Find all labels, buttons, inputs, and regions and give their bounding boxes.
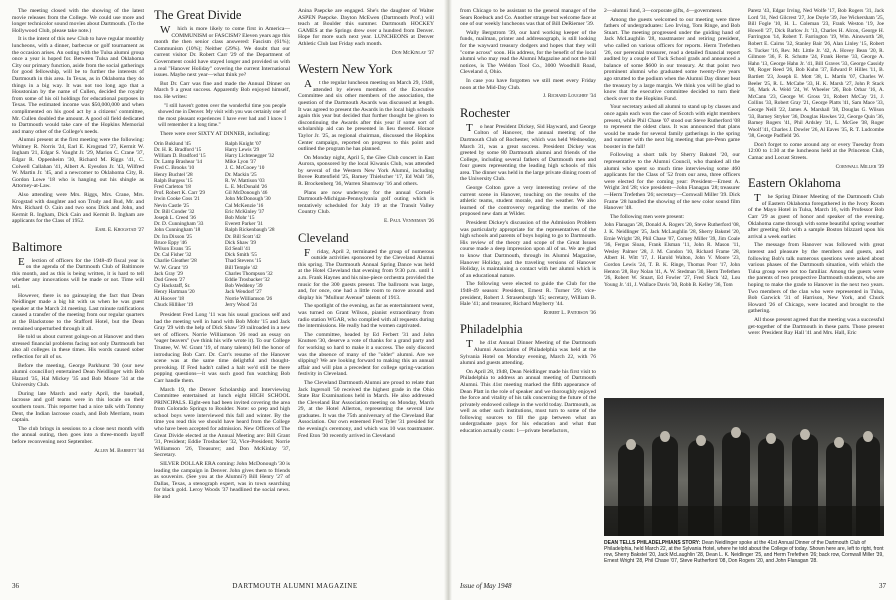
paragraph: Before the meeting, George Parkhurst '30 (our new alumni councillor) entertained Dean Neidlinger with Bob Hazard '35, Hal Mickey '35 and Bob Moore '34 at the University Club. <box>12 362 144 389</box>
right-column-2 <box>604 8 740 394</box>
attendee-name: Dr. Lamp Brashear '14 <box>154 159 203 166</box>
paragraph: The club brings in sessions to a close next month with the annual outing, then goes into a three-month layoff before reconvening next September. <box>12 425 144 446</box>
page-number: 36 <box>12 582 19 590</box>
attendee-name: Dr. H. R. Bradford '15 <box>154 146 202 153</box>
caption-text: Dean Neidlinger spoke at the 41st Annual Dinner of the Dartmouth Club of Philadelphia, held March 22, at the Sylvania Hotel, where he told about the College of today. Shown here are, left to right, front row, Sherry Bakstel '20, Jack McLaughlin '28, Dean L. K. Neidlinger '25, and Herm Trefethen '26; back row, Cornwall Miller '39, Ernest Wright '28, Phil Chase '07, Steve Rutherford '08, Don Rogers '20, and John Flanagan '28. <box>604 540 884 564</box>
left-column-2 <box>154 8 290 568</box>
paragraph: The spotlight of the evening, as far as entertainment went, was turned on Grant Wilson, pianist extraordinary from radio station WGAR, who complied with all requests during the intermissions. He really had the women captivated. <box>298 303 434 330</box>
paragraph: Anina Paepcke are engaged. She's the daughter of Walter ASPEN Paepcke. Dayton McEwen (Dartmouth Prof.) will teach at Boulder this summer. Dartmouth HOCKEY GAMES at the Springs drew over a hundred from Denver. Hope for more such next year. LUNCHEONS at Denver Athletic Club last Friday each month. <box>298 8 434 47</box>
left-column-1 <box>12 8 144 568</box>
attendee-name: Bill Temple '42 <box>225 264 258 271</box>
attendee-name: Nevin Castle '25 <box>154 202 190 209</box>
paragraph: The committee, headed by Ed Ferbert '31 and John Knutsen '30, deserve a vote of thanks for a grand party and for working so hard to make it a success. The only discord was the absence of many of the "older" alumni. Are we slipping? We are looking forward to making this an annual affair and will plan a precedent for college spring-vacation festivity in Cleveland. <box>298 331 434 378</box>
byline: Earl E. Krogstad '27 <box>95 227 144 233</box>
byline: Don McKinlay '37 <box>391 49 434 56</box>
paragraph: The following were elected to guide the Club for the 1948-49 season: President, Ernest R. Turner '29; vice-president, Robert J. Strasenburgh '45; secretary, William B. Hale '41; and treasurer, Richard Mayberry '44. <box>460 281 596 308</box>
attendee-name: J. C. McCooey '10 <box>225 165 265 172</box>
paragraph: During late March and early April, the baseball, lacrosse and golf teams were in this locale on their southern tours. This reporter had a nice talk with Tommy Dent, the Indian lacrosse coach, and Bob Merriam, team captain. <box>12 390 144 424</box>
paragraph: The message from Hanover was followed with great interest and pleasure by the members and guests, and following Bob's talk numerous questions were asked about various phases of the Dartmouth situation, with which the Tulsa group were not too familiar. Among the guests were the parents of two prospective Dartmouth students, who are hoping to make the grade to Hanover in the next two years. Two members of the clan who were represented in Tulsa, Bob Garwick '31 of Harrison, New York, and Chuck Howard '26 of Chicago, were located and brought to the gathering. <box>748 242 884 315</box>
attendee-list: Paretz '43, Edgar Irving, Ned Wolfe '17, Bob Rogers '31, Jack Lord '31, Ned Gilcrest '27, Joe Doyle '39, Joe Wickersham '25, Bill Fogle '10, H. L. Coleman '23, Frank Weston '19, Joe Howell '27, Dick Barlow Jr. '13, Charles H. Alcon, George H. Farrington '14, Robert T. Farrington '19, Wm. Ainsworth '28, Robert E. Cairns '32, Stanley Bair '26, Alan Linley '15, Robert S. Tucker '16, Rev. Mr. Little Jr. '42, A. Hovey Bean '20, R. Gilmore '36, F. R. Schutte '24, Frank Herne '33, George A. Hahn '13, George Hahn Jr. '41, Bill Graves '33, George Cassidy '08, Roger Reed '26, Bob Kuhn '37, Edward P. Hilles '11, B. Bartlett '23, Joseph E. Mott '38, L. Martin '07, Charles W. Beeler '25, R. L. McCabe '33, H. K. Marsh '27, John P. Stack '36, Mark A. Weld '24, W. Wheeler '26, Bob Orbar '16, A. McCann '23, George W. Gross '21, Robert McCay '21, J. Collins '33, Robert Gray '21, George Platts '41, Sam Mace '33, George Neill '22, James A. Marshall '38, Douglas G. Wilson '33, Barney Stryker '36, Douglas Hawkes '22, George Quin '36, Barney Rogers '41, Phil Ardsley '31, L. McGee '38, Roger Woolf '41, Charles J. Dowler '26, Al Eaves '35, R. T. Ludcombe '38, George Padfield '26. <box>748 8 884 140</box>
paragraph: The 41st Annual Dinner Meeting of the Dartmouth Alumni Association of Philadelphia was held at the Sylvania Hotel on Monday evening, March 22, with 76 alumni and guests attending. <box>460 338 596 367</box>
attendee-name: Harry Lewis '29 <box>225 146 260 153</box>
person-head <box>834 437 844 448</box>
paragraph: Also attending were Mrs. Riggs, Mrs. Crane, Mrs. Krogstad with daughter and son Trudy and Bud, Mr. and Mrs. Richard O. Cain and two sons Dick and John, and Kermit R. Ingham, Dick Cain and Kermit B. Ingham are applicants for the Class of 1952. <box>12 192 144 225</box>
person-head <box>731 427 741 438</box>
issue-date: Issue of May 1948 <box>460 582 512 590</box>
section-heading-baltimore: Baltimore <box>12 239 62 254</box>
paragraph: Your secretary asked all alumni to stand up by classes and once again each won the case of Scotch with eight members present, while Phil Chase '07 stood out Steve Rutherford '08 to represent the oldest class. It was announced that plans would be made for several family gatherings in the spring and summer with the next big meeting that pre-Penn game booster in the fall! <box>604 104 740 150</box>
attendee-name: Ralph Burgess '15 <box>154 177 193 184</box>
paragraph: Alumni present at the first meeting were the following: Whitney R. Norris '24, Earl E. Krogstad '27, Kermit W. Ingham '21, Edgar S. Vaught Jr. '29, Marion C. Crane '37, Edgar R. Oppenheim '30, Richard M. Riggs '41, C. Colwell Callahan '41, Albert A. Eyesdon Jr. '43, Wilfred W. Martin Jr. '45, and a newcomer to Oklahoma City, R. Gordon Lowe '18 who is hanging out his shingle as Attorney-at-Law. <box>12 137 144 190</box>
attendee-name: Cy Hackstaff, Sr. <box>154 283 191 290</box>
section-heading-western-new-york: Western New York <box>298 62 393 77</box>
attendee-name: John McDonough '30 <box>225 196 271 203</box>
byline: Robert L. Paterson '36 <box>543 309 596 316</box>
paragraph: Don't forget to come around any or every Tuesday from 12:00 to 1:30 at the luncheons held at the Princeton Club, Camac and Locust Streets. <box>748 141 884 162</box>
attendee-name: Orin Buklund '45 <box>154 140 191 147</box>
page-number: 37 <box>879 582 886 590</box>
attendee-name: Dud Green '27 <box>154 276 185 283</box>
paragraph: SILVER DOLLAR ERA coming: John McDonough '30 is leading the campaign in Denver. John gives them to friends as souvenirs. (See you at the Alumni?) Bill Henry '27 of Dallas, Texas, a stenograph expert, was in town searching for black gold. Leroy Woods '37 headlined the social news. He and <box>154 461 290 501</box>
paragraph: The Cleveland Dartmouth Alumni are proud to relate that Jack Ingersoll '50 received the highest grade in the Ohio State Bar Examinations held in March. He also addressed the Cleveland Bar Association meeting on Monday, March 29, at the Hotel Allerton, representing the several law graduates. It was the 75th anniversary of the Cleveland Bar Association. Our own esteemed Fred Tyler '31 presided for the evening's ceremony, and which was 10 was toastmaster. Fred Eton '30 recently arrived in Cleveland <box>298 379 434 439</box>
person-head <box>766 433 776 444</box>
right-column-1 <box>460 8 596 568</box>
attendee-name: Jack Wendorf '27 <box>225 289 262 296</box>
attendee-name: Eddie Trosbacker '32 <box>225 276 270 283</box>
attendee-name: R. W. Mattison '03 <box>225 177 265 184</box>
foreground-row <box>604 506 884 536</box>
attendee-name: Dr. Cal Fisher '32 <box>154 252 192 259</box>
attendee-name: William D. Bradford '15 <box>154 152 206 159</box>
attendee-name: Everett Parker '31 <box>225 221 264 228</box>
attendee-name: Charlie Gleather '28 <box>154 258 197 265</box>
left-column-3 <box>298 8 434 568</box>
attendee-name: Mike Lyon '37 <box>225 159 256 166</box>
attendee-name: Dr. Ira Dixson '25 <box>154 233 193 240</box>
attendee-name: Chuck Hilliker '19 <box>154 301 194 308</box>
attendee-name: Dick Smith '55 <box>225 252 257 259</box>
paragraph: The Spring Dinner Meeting of the Dartmouth Club of Eastern Oklahoma foregathered in the Ivory Room of the Mayo Hotel in Tulsa, March 16, with Professor Bob Carr '29 as guest of honor and speaker of the evening. Oklahoma came through with some beautiful spring weather after greeting Bob with a sample Boston blizzard upon his arrival a week earlier. <box>748 192 884 240</box>
section-heading-philadelphia: Philadelphia <box>460 322 523 337</box>
attendee-name: Henry Hartman '20 <box>154 289 195 296</box>
byline: Allen M. Barrett '44 <box>94 447 144 454</box>
paragraph: It is the intent of this new Club to have regular monthly luncheons, with a dinner, barbecue or golf tournament as the occasion arises. An outing with the Tulsa alumni group once a year is hoped for. Between Tulsa and Oklahoma City our primary function, aside from the social gatherings for good fellowship, will be to further the interests of Dartmouth in this area. In Texas, as in Oklahoma they do things in a big way. It was not too long ago that a Houstonian by the name of Cullen, decided the royalty from some of his oil holdings for educational purposes in Texas. The estimated income was $50,000,000 and when complimented on his good act by a citizens' committee, Mr. Cullen doubled the amount. A good oil field dedicated to Dartmouth would take care of the Hopkins Memorial and many other of the College's needs. <box>12 36 144 135</box>
attendee-name: Charles Thompson '32 <box>225 270 273 277</box>
magazine-title: DARTMOUTH ALUMNI MAGAZINE <box>232 582 358 590</box>
photo-caption <box>604 540 884 564</box>
paragraph: On April 28, 1948, Dean Neidlinger made his first visit to Philadelphia to address an annual meeting of Dartmouth Alumni. This 41st meeting marked the fifth appearance of Dean Platt in the role of speaker and we thoroughly enjoyed the force and vitality of his talk concerning the future of the privately endowed college in the world today. Dartmouth, as well as other such institutions, must turn to some of the following sources to fill the gap between what an undergraduate pays for his education and what that education actually costs: 1—private benefactors, <box>460 368 596 435</box>
paragraph: Which is more likely to come first in America—COMMUNISM or FASCISM? Eleven years ago this month the then senior class answered: Fascism (61%); Communism (10%); Neither (29%). We doubt that our current visitor Dr. Robert Carr '29 of the Department of Government could have stayed longer and provided us with a real "Hanover Holiday" covering the current International issues. Maybe next year—what think ye? <box>154 24 290 79</box>
paragraph: To hear President Dickey, Sid Hayward, and George Colton of Hanover, the annual meeting of the Dartmouth Club of Rochester, which was held Wednesday, March 31, was a great success. President Dickey was greeted by some 80 Dartmouth alumni and friends of the College, including several fathers of Dartmouth men and four guests representing the leading high schools of this area. The dinner was held in the large private dining room of the University Club. <box>460 121 596 183</box>
section-heading-eastern-oklahoma: Eastern Oklahoma <box>748 176 841 191</box>
byline: E. Paul Venneman '26 <box>383 218 434 225</box>
attendee-name: Norrie Williamson '26 <box>225 295 273 302</box>
attendee-name: Dick Shaw '39 <box>225 239 256 246</box>
attendee-name: Gil McDonough '46 <box>225 190 268 197</box>
paragraph: All those present agreed that the meeting was a successful get-together of the Dartmouth in these parts. Those present were: President Ray Hall '41 and Mrs. Hall, Eric <box>748 316 884 337</box>
attendee-name: Fred C. Brooks '10 <box>154 165 195 172</box>
paragraph: There were over SIXTY AT DINNER, including: <box>160 130 271 137</box>
attendee-name: Joseph L. Creed '36 <box>154 214 196 221</box>
paragraph: On Monday night, April 5, the Glee Club concert in East Aurora, sponsored by the local Kiwanis Club, was attended by several of the Western New York Alumni, including Bovee Ruttenfield '25, Barney Thielscher '17, Ed Wall '36, R. Brockenberg '36, Warren Shumway '16 and others. <box>298 154 434 188</box>
paragraph: President Fred Long '11 was his usual gracious self and had the meeting well in hand with Bob Mohr '15 and Jack Gray '29 with the help of Dick Shaw '39 railroaded in a new set of officers. Norrie Williamson '26 read an essay on "eager beavers" (we think his wife wrote it). To our College Trustee, W. W. Grant '19, of many talents) fell the honor of introducing Bob Carr. Dr. Carr's resume of the Hanover scene was at the same time delightful and thought-provoking. If Fred hadn't called a halt we'd still be there popping questions—it was such good fun watching Bob Carr handle them. <box>154 311 290 384</box>
attendee-name: Ralph Knight '07 <box>225 140 262 147</box>
right-column-3 <box>748 8 884 394</box>
person-head <box>800 429 810 440</box>
paragraph: Among the guests welcomed to our meeting were three fathers of undergraduates: Leo Irving, Tom Ringe, and Bob Stuart. The meeting progressed under the guiding hand of Jack McLaughlin '28, toastmaster and retiring president, who called on various officers for reports. Herm Trefethen '26, our perennial treasurer, read a detailed financial report audited by a couple of Tuck School grads and announced a balance of some $600 in our treasury. At that point two prominent alumni who graduated some twenty-five years ago strutted to the podium when the Alumni Day dinner beat the treasury by a large margin. We think you will be glad to know that the executive committee decided to turn their check over to the Hopkins Fund. <box>604 16 740 102</box>
paragraph: The meeting closed with the showing of the latest movie releases from the College. We could use more and longer technicolor sound movies about Dartmouth. (To the Hollywood Club, please take note.) <box>12 8 144 34</box>
attendee-name: Bruce Eppy '46 <box>154 239 187 246</box>
attendee-name: W. W. Grant '19 <box>154 264 188 271</box>
attendee-name: Eric McKinley '37 <box>225 208 265 215</box>
left-page <box>0 0 446 600</box>
paragraph: March 19, the Denver Scholarship and Interviewing Committee entertained at lunch eight HIGH SCHOOL PRINCIPALS. Eight-een had been invited covering the area from Colorado Springs to Boulder. Note: so prep and high school boys were interviewed this fall and winter. By the time you read this we should have heard from the College who have been accepted for admission. New Officers of The Great Divide elected at the Annual Meeting are: Bill Grant '31, President; Eddie Trosbacker '32, Vice-President; Norrie Williamson '26, Treasurer; and Don McKinlay '37, Secretary. <box>154 386 290 459</box>
group-photo <box>604 398 884 536</box>
attendee-name: Ralph Rickenbaugh '28 <box>225 227 275 234</box>
paragraph: At the regular luncheon meeting on March 29, 1948, attended by eleven members of the Executive Committee and six other members of the association, the question of the Dartmouth Awards was discussed at length. It was agreed to present the Awards in the local high schools again this year but decided that further thought be given to discontinuing the Awards after this year if some sort of scholarship aid can be presented in lieu thereof. Horace Taylor Jr. '25, as regional chairman, discussed the Hopkins Center campaign, reported on progress to this point and outlined the program he has planned. <box>298 78 434 153</box>
paragraph: President Dickey's discussion of the Admission Problem was particularly appropriate for the representatives of the high schools and parents of boys hoping to go to Dartmouth. His review of the theory and scope of the Great Issues course made a deep impression upon all of us. We are glad to know that Dartmouth, through its Alumni Magazine, Hanover Holiday, and the traveling versions of Hanover Holiday, is maintaining a contact with her alumni which is of an educational nature. <box>460 220 596 279</box>
attendee-name: Jack Gray '29 <box>154 270 183 277</box>
byline: J. Richard Loughry '34 <box>543 93 596 100</box>
person-head <box>660 431 670 442</box>
attendee-name: Ed Seall '41 <box>225 245 251 252</box>
attendee-name: Irwin Cooke Coss '21 <box>154 196 200 203</box>
person-head <box>626 439 636 450</box>
attendee-name: Al Hoover '18 <box>154 295 185 302</box>
paragraph: Following a short talk by Sherry Bakstel '20, our representative to the Alumni Council, who thanked all the alumni who spent so much time interviewing some 460 applicants for the Class of '52 from our area, three officers were elected for the coming year: President—Ernest A. Wright 3rd '28; vice president—John Flanagan '28; treasurer—Herm Trefethen '26; secretary—Cornwall Miller '39. Dick Frame '28 handled the showing of the new color sound film Hanover '48. <box>604 152 740 212</box>
quote: "I still haven't gotten over the wonderful time you people showed me in Denver. My visit with you was certainly one of the most pleasant experiences I have ever had and I know I will remember it a long time." <box>158 102 286 129</box>
attendee-name: L. E. McDonald '26 <box>225 183 267 190</box>
section-heading-rochester: Rochester <box>460 105 510 120</box>
caption-lead: DEAN TELLS PHILADELPHIANS STORY: <box>604 540 701 546</box>
paragraph: Election of officers for the 1948-49 fiscal year is on the agenda of the Dartmouth Club of Baltimore this month, and as this is being written, it is hard to tell whether any innovations will be made or not. Time will tell. <box>12 255 144 290</box>
attendee-name: Henry Buchtel '28 <box>154 171 193 178</box>
attendee-name: Dr. Bill Conder '32 <box>154 208 195 215</box>
person-head <box>863 431 873 442</box>
attendee-list: John Flanagan '28, Donald A. Rogers '20, Steve Rutherford '08, J. K. Neidlinger '25, Jack McLaughlin '28, Sherry Bakstel '20, Ernie Wright '28, Phil Chase '07, Corney Miller '39, Jim Coale '36, Fergus Sloan, Frank Elsman '11, John R. Mason '11, Wesley Palmer '28, J. M. Condon '10, Richard Frame '28, Albert H. Witt '17, J. Harold Walton, John V. Moore '23, Gordon Lewis '24, T. B. K. Ringe, Thomas Poor '17, John Henton '28, Roy Nolan '41, A. W. Stedman '30, Herm Trefethen '26, Robert W. Stuart, Ed Fowler '27, Fred Slack '42, Lou Young Jr. '41, J. Wallace Davis '30, Robb B. Kelley '36, Tom <box>604 222 740 288</box>
attendee-name: Fred Carleton '18 <box>154 183 191 190</box>
attendee-name: Cal McKenzie '16 <box>225 202 264 209</box>
attendee-name: Bob Weddeny '39 <box>225 283 263 290</box>
attendee-name: Prof. Robert K. Carr '29 <box>154 190 205 197</box>
section-heading-cleveland: Cleveland <box>298 230 349 245</box>
attendee-name: Thad Stevens '15 <box>225 258 262 265</box>
paragraph: In case you have forgotten we still meet every Friday noon at the Mid-Day Club. <box>460 77 596 91</box>
paragraph: 2—alumni fund, 3—corporate gifts, 4—government. <box>604 8 723 14</box>
paragraph: from Chicago to be assistant to the general manager of the Sears Roebuck and Co. Another strange but welcome face at one of our weekly luncheons was that of Bill DeRiemer '39. <box>460 8 596 28</box>
attendee-name: Bob Mohr '15 <box>225 214 255 221</box>
right-page <box>450 0 896 600</box>
attendee-name: Dr. Bill Scott '42 <box>225 233 261 240</box>
person-head <box>696 435 706 446</box>
paragraph: He told us about current goings-on at Hanover and then stressed financial problems facing not only Dartmouth but also all colleges in these times. His words caused sober reflection for all of us. <box>12 334 144 360</box>
attendee-name: Dr. D. Cunningham '33 <box>154 221 204 228</box>
paragraph: Plans are now underway for the annual Cornell-Dartmouth-Michigan-Pennsylvania golf outing which is tentatively scheduled for July 19 at the Transit Valley Country Club. <box>298 189 434 216</box>
attendee-name: Jerry Wood '24 <box>225 301 257 308</box>
paragraph: However, there is no gainsaying the fact that Dean Neidlinger made a big hit with us when he was guest speaker at the March 24 meeting. Last minute ratifications caused a transfer of the meeting from our regular quarters at the Blackstone to the Stafford Hotel, but the Dean remained unperturbed through it all. <box>12 292 144 332</box>
paragraph: The following men were present: <box>610 213 685 220</box>
paragraph: Wally Bergstrom '39, our hard working keeper of the funds, mailman, printer and addressograph, is still looking for the wayward treasury dodgers and hopes that they will "come across" soon. His address, for the benefit of the local alumni who may read the Alumni Magazine and not the bill notices, is The Weldon Tool Co., 3000 Woodhill Road, Cleveland 4, Ohio. <box>460 29 596 76</box>
attendee-name: Dr. Mackin '25 <box>225 171 257 178</box>
attendee-list <box>154 141 290 308</box>
attendee-name: Harry Lichtenegger '32 <box>225 152 275 159</box>
attendee-name: John Cunningham '18 <box>154 227 201 234</box>
attendee-name: Wilson Evans '35 <box>154 245 191 252</box>
paragraph: Friday, April 2, terminated the group of numerous outside activities sponsored by the Cleveland Alumni this spring. The Dartmouth Annual Spring Dance was held at the Hotel Cleveland that evening from 9:30 p.m. until 1 a.m. Frank Haynes and his nine-piece orchestra provided the music for the 300 guests present. The ballroom was large, and, for once, one had a little room to move around and display his "Mulluur Avenue" talents of 1913. <box>298 246 434 301</box>
paragraph: But Dr. Carr was fine and made the Annual Dinner on March 9 a great success. Apparently Bob enjoyed himself, too. He writes: <box>154 80 290 100</box>
section-heading-great-divide: The Great Divide <box>154 8 242 22</box>
paragraph: George Colton gave a very interesting review of the current scene in Hanover, touching on the results of the athletic teams, student morale, and the weather. We also learned of the controversy regarding the merits of the proposed new dam at Wilder. <box>460 185 596 218</box>
byline: Cornwall Miller '39 <box>835 163 884 170</box>
